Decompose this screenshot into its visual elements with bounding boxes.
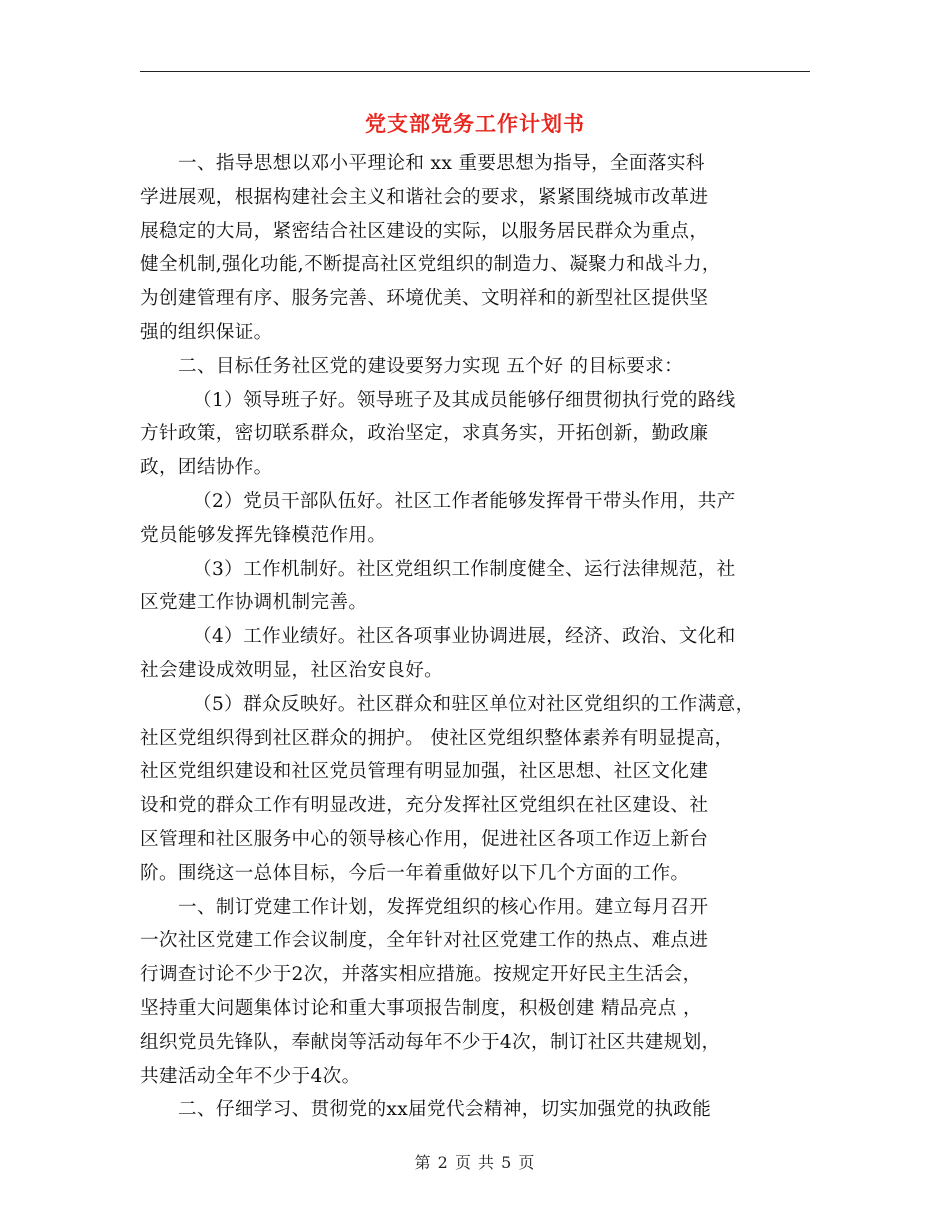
text-line: 区管理和社区服务中心的领导核心作用，促进社区各项工作迈上新台 (140, 828, 709, 850)
paragraph-guiding-thought (140, 147, 812, 350)
paragraph-item-3 (140, 553, 812, 621)
text-line: 二、仔细学习、贯彻党的xx届党代会精神，切实加强党的执政能 (178, 1099, 712, 1121)
page-number: 第 2 页 共 5 页 (414, 1153, 536, 1172)
paragraph-party-plan (140, 891, 812, 1094)
text-line: 方针政策，密切联系群众，政治坚定，求真务实，开拓创新，勤政廉 (140, 423, 709, 445)
text-line: 设和党的群众工作有明显改进，充分发挥社区党组织在社区建设、社 (140, 795, 709, 817)
text-line: 健全机制,强化功能,不断提高社区党组织的制造力、凝聚力和战斗力， (140, 254, 721, 276)
text-line: （1）领导班子好。领导班子及其成员能够仔细贯彻执行党的路线 (193, 389, 736, 411)
text-line: （2）党员干部队伍好。社区工作者能够发挥骨干带头作用，共产 (193, 490, 736, 512)
text-line: 政，团结协作。 (140, 457, 273, 479)
document-body (140, 147, 812, 1127)
text-line: 社区党组织建设和社区党员管理有明显加强，社区思想、社区文化建 (140, 761, 709, 783)
text-line: 行调查讨论不少于2次，并落实相应措施。按规定开好民主生活会， (140, 964, 702, 986)
text-line: 一、指导思想以邓小平理论和 xx 重要思想为指导，全面落实科 (178, 153, 705, 174)
text-line: 一、制订党建工作计划，发挥党组织的核心作用。建立每月召开 (178, 896, 709, 918)
text-line: 共建活动全年不少于4次。 (140, 1065, 361, 1087)
text-line: 一次社区党建工作会议制度，全年针对社区党建工作的热点、难点进 (140, 930, 709, 952)
paragraph-item-2 (140, 485, 812, 553)
document-title: 党支部党务工作计划书 (365, 111, 585, 136)
paragraph-item-1 (140, 384, 812, 485)
text-line: 学进展观，根据构建社会主义和谐社会的要求，紧紧围绕城市改革进 (140, 186, 709, 208)
text-line: （4）工作业绩好。社区各项事业协调进展，经济、政治、文化和 (193, 626, 736, 648)
paragraph-item-4 (140, 620, 812, 688)
text-line: 组织党员先锋队，奉献岗等活动每年不少于4次，制订社区共建规划， (140, 1031, 721, 1053)
text-line: 党员能够发挥先锋模范作用。 (140, 524, 387, 546)
paragraph-goals (140, 350, 812, 384)
text-line: 强的组织保证。 (140, 321, 273, 343)
text-line: 为创建管理有序、服务完善、环境优美、文明祥和的新型社区提供坚 (140, 288, 709, 310)
header-rule (140, 71, 810, 72)
text-line: 社区党组织得到社区群众的拥护。 使社区党组织整体素养有明显提高， (140, 727, 734, 749)
text-line: 阶。围绕这一总体目标，今后一年着重做好以下几个方面的工作。 (140, 862, 690, 884)
paragraph-study (140, 1093, 812, 1127)
text-line: 社会建设成效明显，社区治安良好。 (140, 659, 444, 681)
text-line: 二、目标任务社区党的建设要努力实现 五个好 的目标要求： (178, 355, 684, 377)
text-line: （3）工作机制好。社区党组织工作制度健全、运行法律规范，社 (193, 558, 736, 580)
text-line: 坚持重大问题集体讨论和重大事项报告制度，积极创建 精品亮点 ， (140, 997, 702, 1019)
paragraph-item-5 (140, 688, 812, 891)
text-line: 展稳定的大局，紧密结合社区建设的实际，以服务居民群众为重点， (140, 220, 709, 242)
text-line: （5）群众反映好。社区群众和驻区单位对社区党组织的工作满意， (193, 693, 755, 715)
text-line: 区党建工作协调机制完善。 (140, 592, 368, 614)
